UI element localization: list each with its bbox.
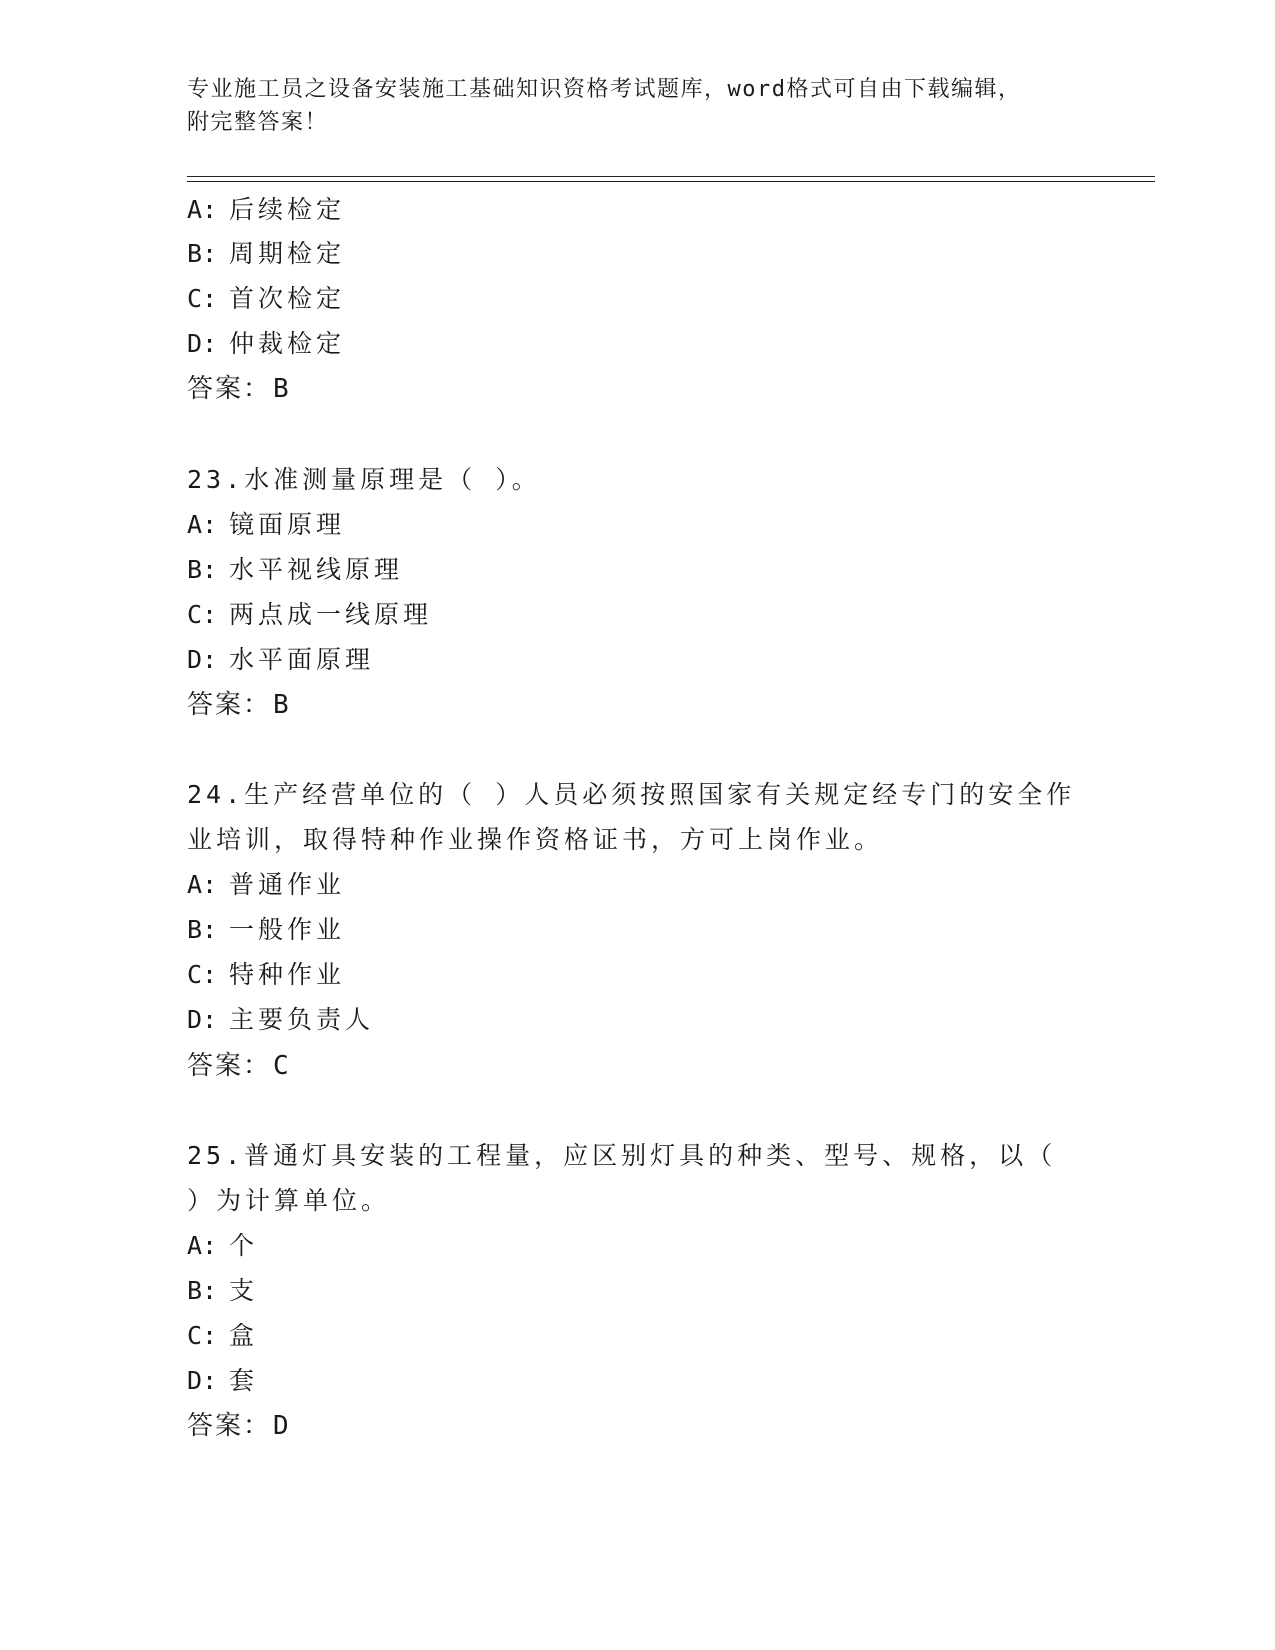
q25-option-b [187,1276,258,1306]
option-key: C: [187,1321,218,1350]
answer-value: B [273,374,289,404]
q22-option-b [187,239,345,269]
option-text: 首次检定 [229,284,346,313]
option-text: 一般作业 [229,915,346,944]
answer-value: D [273,1411,289,1441]
option-key: A: [187,195,218,224]
option-key: A: [187,510,218,539]
q23-stem: 23.水准测量原理是（ ）。 [187,465,541,494]
q25-option-a [187,1231,258,1261]
option-key: C: [187,284,218,313]
document-header [187,73,1087,139]
q23-option-c [187,600,432,630]
q22-option-c [187,284,345,314]
q23-option-d [187,645,374,675]
q24-option-d [187,1005,374,1035]
q25-option-d [187,1366,258,1396]
q22-option-a [187,195,345,225]
option-text: 水平面原理 [229,645,375,674]
q22-option-d [187,329,345,359]
option-key: C: [187,600,218,629]
option-text: 盒 [229,1321,259,1350]
header-rule-bottom [187,181,1155,182]
q23-option-b [187,555,403,585]
q24-stem-line-1: 24.生产经营单位的（ ）人员必须按照国家有关规定经专门的安全作 [187,780,1076,809]
option-text: 镜面原理 [229,510,346,539]
header-line-1: 专业施工员之设备安装施工基础知识资格考试题库，word格式可自由下载编辑， [187,77,1022,102]
option-text: 周期检定 [229,239,346,268]
q24-option-a [187,870,345,900]
option-text: 普通作业 [229,870,346,899]
option-text: 支 [229,1276,259,1305]
q23-option-a [187,510,345,540]
option-text: 个 [229,1231,259,1260]
option-text: 特种作业 [229,960,346,989]
option-text: 主要负责人 [229,1005,375,1034]
q23-answer [187,690,289,720]
answer-label: 答案： [187,374,272,404]
q25-stem-line-2: ）为计算单位。 [187,1186,391,1215]
answer-label: 答案： [187,690,272,720]
answer-value: B [273,690,289,720]
q24-option-b [187,915,345,945]
header-line-2: 附完整答案！ [187,110,329,135]
option-key: B: [187,555,218,584]
option-text: 仲裁检定 [229,329,346,358]
q22-answer [187,374,289,404]
option-text: 两点成一线原理 [229,600,433,629]
option-text: 套 [229,1366,259,1395]
option-text: 水平视线原理 [229,555,404,584]
option-key: D: [187,329,218,358]
answer-value: C [273,1051,289,1081]
option-key: D: [187,1366,218,1395]
option-key: B: [187,1276,218,1305]
q25-answer [187,1411,289,1441]
q25-stem-line-1: 25.普通灯具安装的工程量，应区别灯具的种类、型号、规格，以（ [187,1141,1057,1170]
answer-label: 答案： [187,1411,272,1441]
q24-answer [187,1051,289,1081]
option-key: A: [187,1231,218,1260]
option-key: B: [187,239,218,268]
option-text: 后续检定 [229,195,346,224]
option-key: D: [187,645,218,674]
option-key: D: [187,1005,218,1034]
option-key: C: [187,960,218,989]
answer-label: 答案： [187,1051,272,1081]
q24-stem-line-2: 业培训，取得特种作业操作资格证书，方可上岗作业。 [187,825,884,854]
q25-option-c [187,1321,258,1351]
option-key: B: [187,915,218,944]
q24-option-c [187,960,345,990]
header-rule-top [187,176,1155,177]
option-key: A: [187,870,218,899]
